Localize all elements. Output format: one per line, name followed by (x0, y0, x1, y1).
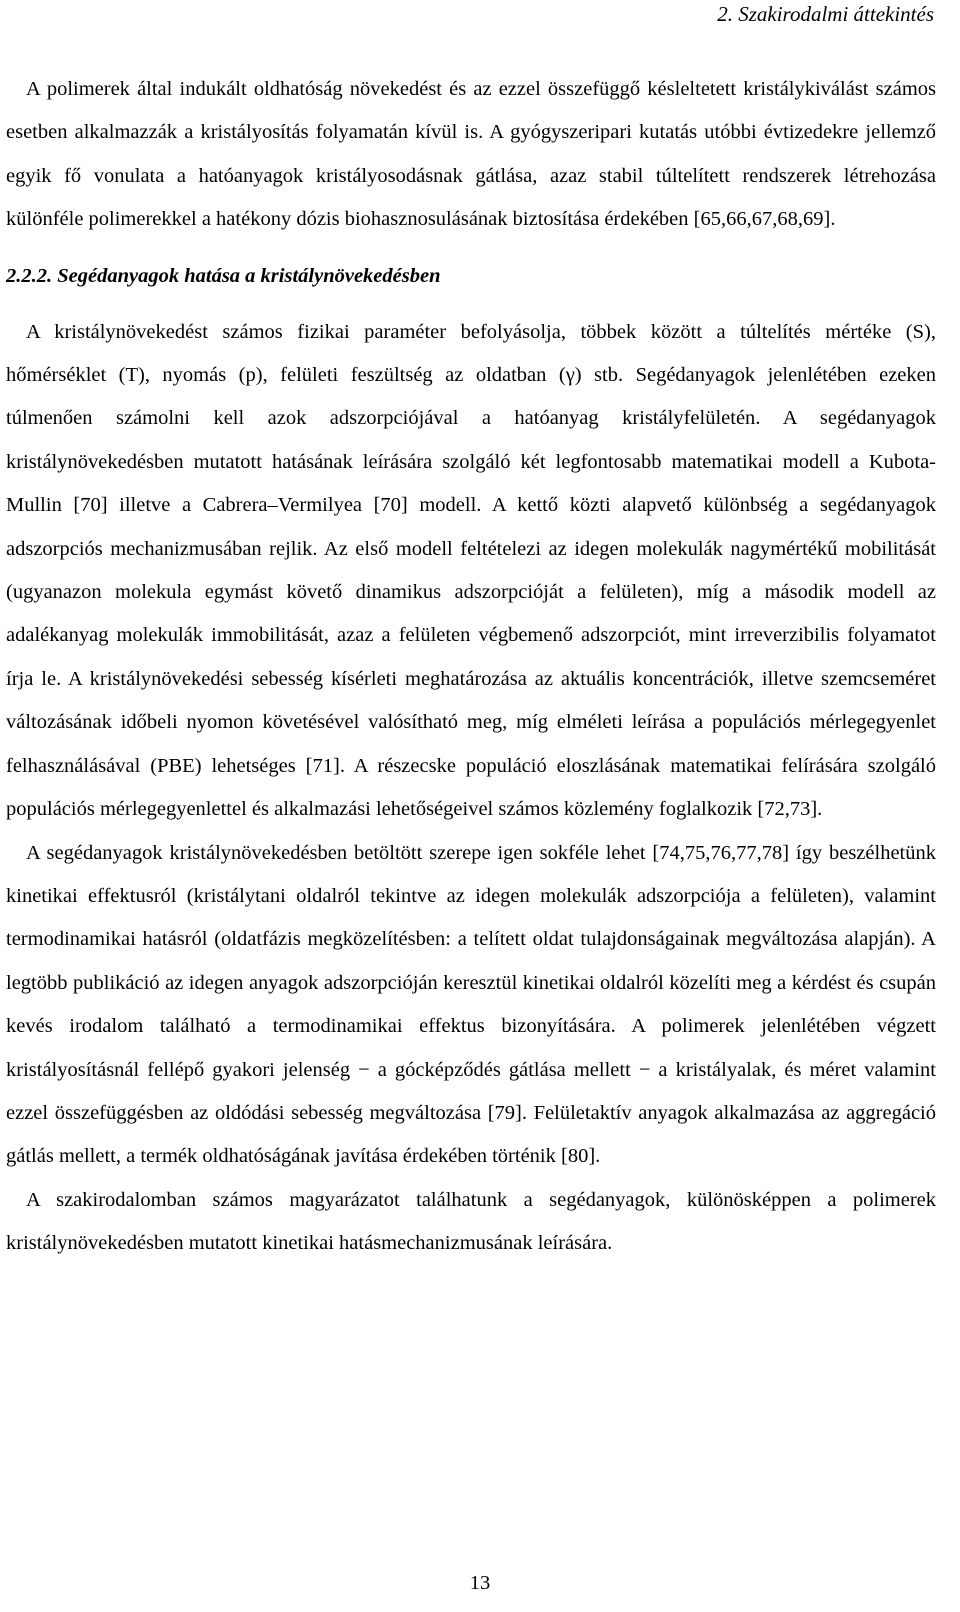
running-header: 2. Szakirodalmi áttekintés (717, 2, 934, 26)
paragraph-crystal-growth-models: A kristálynövekedést számos fizikai paraméter befolyásolja, többek között a túltelítés mértéke (S), hőmérséklet (T), nyomás (p), felületi feszültség az oldatban (γ) stb. Segédanyagok jelenlétében ezeken túlmenően számolni kell azok adszorpciójával a hatóanyag kristályfelületén. A segédanyagok kristálynövekedésben mutatott hatásának leírására szolgáló két legfontosabb matematikai modell a Kubota-Mullin [70] illetve a Cabrera–Vermilyea [70] modell. A kettő közti alapvető különbség a segédanyagok adszorpciós mechanizmusában rejlik. Az első modell feltételezi az idegen molekulák nagymértékű mobilitását (ugyanazon molekula egymást követő dinamikus adszorpcióját a felületen), míg a második modell az adalékanyag molekulák immobilitását, azaz a felületen végbemenő adszorpciót, mint irreverzibilis folyamatot írja le. A kristálynövekedési sebesség kísérleti meghatározása az aktuális koncentrációk, illetve szemcseméret változásának időbeli nyomon követésével valósítható meg, míg elméleti leírása a populációs mérlegegyenlet felhasználásával (PBE) lehetséges [71]. A részecske populáció eloszlásának matematikai felírására szolgáló populációs mérlegegyenlettel és alkalmazási lehetőségeivel számos közlemény foglalkozik [72,73]. (6, 320, 936, 821)
paragraph-polymer-solubility: A polimerek által indukált oldhatóság növekedést és az ezzel összefüggő késleltetett kristálykiválást számos esetben alkalmazzák a kristályosítás folyamatán kívül is. A gyógyszeripari kutatás utóbbi évtizedekre jellemző egyik fő vonulata a hatóanyagok kristályosodásnak gátlása, azaz stabil túltelített rendszerek létrehozása különféle polimerekkel a hatékony dózis biohasznosulásának biztosítása érdekében [65,66,67,68,69]. (6, 78, 936, 231)
page-content (6, 68, 936, 1266)
paragraph-literature-explanations: A szakirodalomban számos magyarázatot találhatunk a segédanyagok, különösképpen a polimerek kristálynövekedésben mutatott kinetikai hatásmechanizmusának leírására. (6, 1188, 936, 1255)
page-number: 13 (469, 1572, 491, 1594)
section-heading: 2.2.2. Segédanyagok hatása a kristálynövekedésben (6, 264, 441, 287)
paragraph-additive-roles: A segédanyagok kristálynövekedésben betöltött szerepe igen sokféle lehet [74,75,76,77,78] így beszélhetünk kinetikai effektusról (kristálytani oldalról tekintve az idegen molekulák adszorpciója a felületen), valamint termodinamikai hatásról (oldatfázis megközelítésben: a telített oldat tulajdonságainak megváltozása alapján). A legtöbb publikáció az idegen anyagok adszorpcióján keresztül kinetikai oldalról közelíti meg a kérdést és csupán kevés irodalom található a termodinamikai effektus bizonyítására. A polimerek jelenlétében végzett kristályosításnál fellépő gyakori jelenség − a gócképződés gátlása mellett − a kristályalak, és méret valamint ezzel összefüggésben az oldódási sebesség megváltozása [79]. Felületaktív anyagok alkalmazása az aggregáció gátlás mellett, a termék oldhatóságának javítása érdekében történik [80]. (6, 841, 936, 1168)
